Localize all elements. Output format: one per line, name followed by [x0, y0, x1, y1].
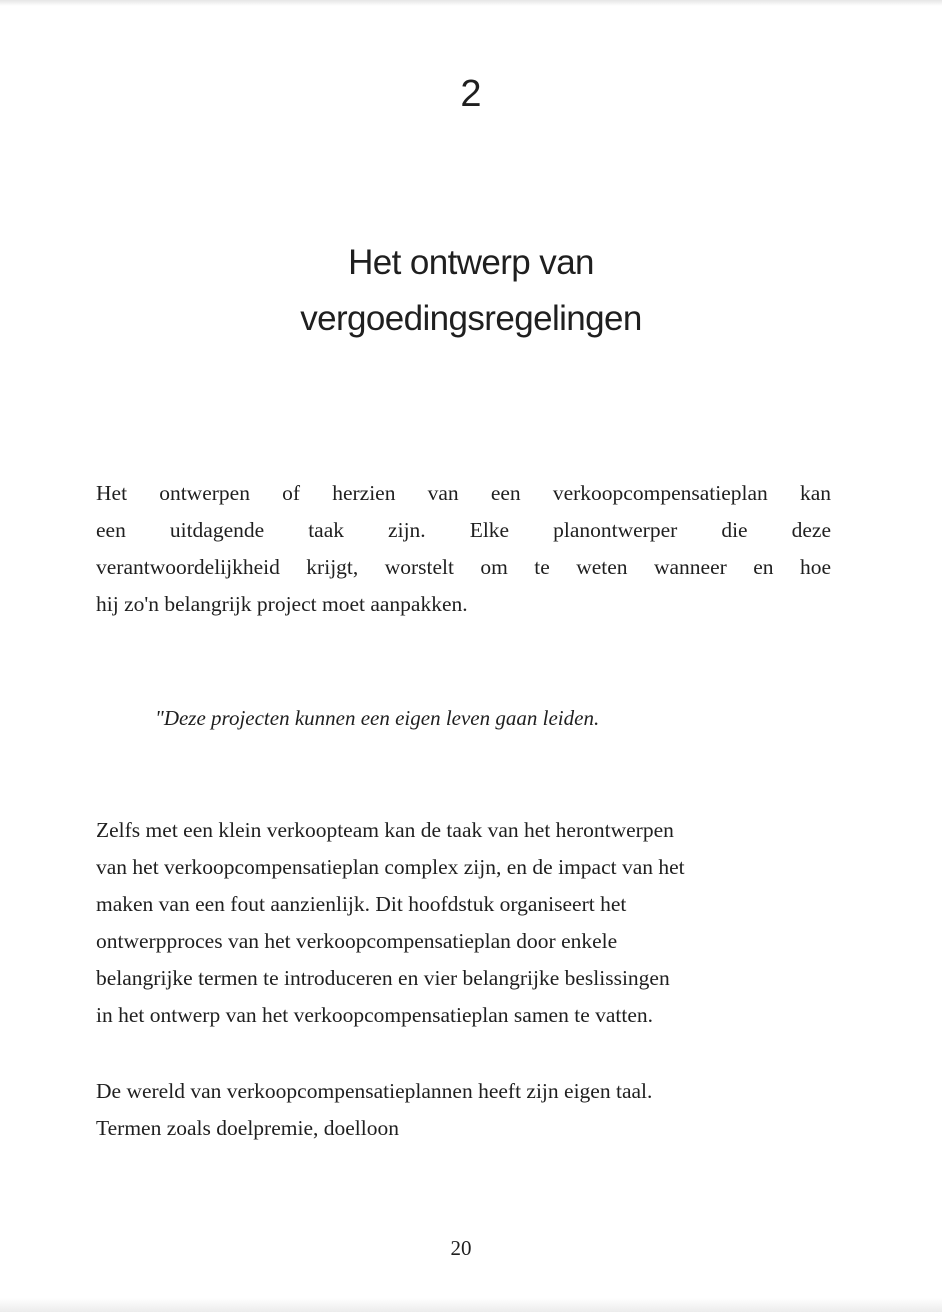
second-line-4: ontwerpproces van het verkoopcompensatieplan door enkele	[96, 929, 618, 953]
intro-line-2: een uitdagende taak zijn. Elke planontwerper die deze	[96, 518, 831, 542]
third-line-1: De wereld van verkoopcompensatieplannen heeft zijn eigen taal.	[96, 1079, 653, 1103]
second-line-3: maken van een fout aanzienlijk. Dit hoofdstuk organiseert het	[96, 892, 627, 916]
intro-paragraph	[96, 475, 831, 623]
chapter-number: 2	[460, 73, 482, 115]
chapter-title-line-2: vergoedingsregelingen	[300, 299, 642, 338]
pull-quote: "Deze projecten kunnen een eigen leven gaan leiden.	[155, 706, 600, 730]
intro-line-4: hij zo'n belangrijk project moet aanpakken.	[96, 592, 468, 616]
chapter-title-line-1: Het ontwerp van	[348, 243, 594, 282]
second-line-5: belangrijke termen te introduceren en vier belangrijke beslissingen	[96, 966, 670, 990]
page-top-shadow	[0, 0, 942, 6]
second-line-1: Zelfs met een klein verkoopteam kan de taak van het herontwerpen	[96, 818, 674, 842]
intro-line-3: verantwoordelijkheid krijgt, worstelt om te weten wanneer en hoe	[96, 555, 831, 579]
third-line-2: Termen zoals doelpremie, doelloon	[96, 1116, 399, 1140]
third-paragraph	[96, 1073, 856, 1147]
second-paragraph	[96, 812, 856, 1034]
second-line-6: in het ontwerp van het verkoopcompensatieplan samen te vatten.	[96, 1003, 654, 1027]
second-line-2: van het verkoopcompensatieplan complex zijn, en de impact van het	[96, 855, 685, 879]
intro-line-1: Het ontwerpen of herzien van een verkoopcompensatieplan kan	[96, 481, 831, 505]
page-bottom-shadow	[0, 1298, 942, 1312]
chapter-title	[0, 235, 942, 347]
page-number: 20	[450, 1236, 472, 1260]
